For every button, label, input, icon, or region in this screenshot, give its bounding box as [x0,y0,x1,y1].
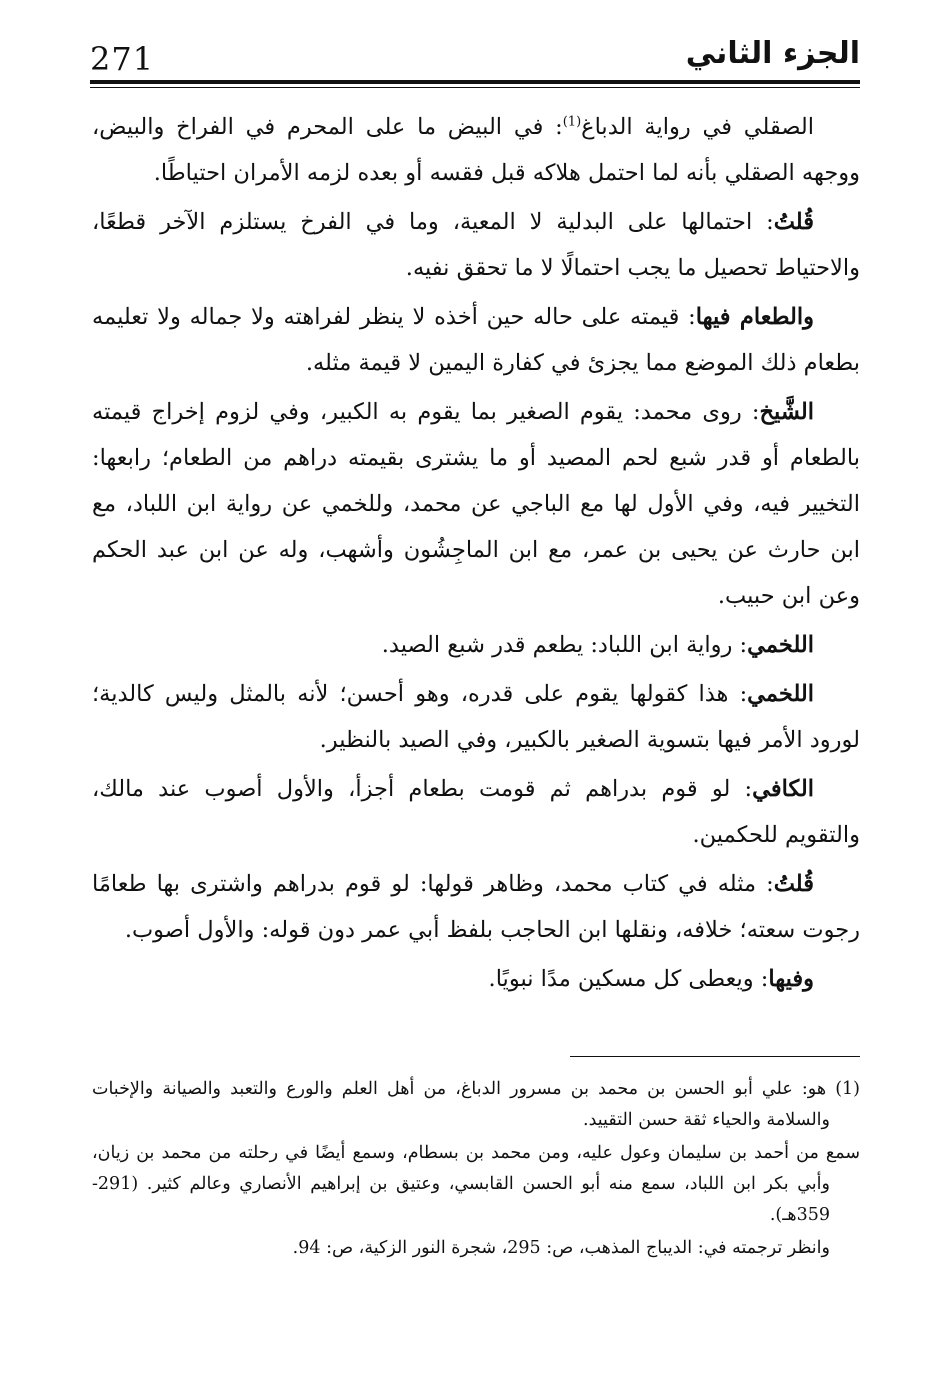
footnote-ref-1: (1) [562,114,582,130]
paragraph-5-label: اللخمي [747,632,814,658]
paragraph-2 [92,199,860,291]
footnote-separator [570,1056,860,1057]
paragraph-8 [92,861,860,953]
paragraph-2-text: : احتمالها على البدلية لا المعية، وما في الفرخ يستلزم الآخر قطعًا، والاحتياط تحصيل ما يجب احتمالًا لا ما تحقق نفيه. [92,209,860,281]
paragraph-7-label: الكافي [752,776,814,802]
running-title: الجزء الثاني [685,36,860,71]
header-rule-thin [90,87,860,88]
footnote-1-continued [92,1138,860,1231]
paragraph-9-label: وفيها [768,966,814,992]
paragraph-4 [92,389,860,619]
paragraph-4-text: : روى محمد: يقوم الصغير بما يقوم به الكبير، وفي لزوم إخراج قيمته بالطعام أو قدر شبع لحم المصيد أو ما يشترى بقيمته دراهم من الطعام؛ رابعها: التخيير فيه، وفي الأول لها مع الباجي عن محمد، وللخمي عن رواية ابن اللباد، مع ابن حارث عن يحيى بن عمر، مع ابن الماجِشُون وأشهب، وله عن ابن عبد الحكم وعن ابن حبيب. [92,399,860,609]
paragraph-6 [92,671,860,763]
page-number: 271 [90,40,155,78]
footnote-1 [92,1074,860,1136]
paragraph-3 [92,294,860,386]
header-rule-thick [90,80,860,84]
paragraph-8-label: قُلتُ [773,871,814,897]
paragraph-5 [92,622,860,668]
paragraph-5-text: : رواية ابن اللباد: يطعم قدر شبع الصيد. [381,632,748,658]
paragraph-1-text-b: : في البيض ما على المحرم في الفراخ والبيض، ووجهه الصقلي بأنه لما احتمل هلاكه قبل فقسه أو بعده لزمه الأمران احتياطًا. [92,114,860,186]
paragraph-9 [92,956,860,1002]
paragraph-2-label: قُلتُ [773,209,814,235]
paragraph-6-label: اللخمي [747,681,814,707]
paragraph-7-text: : لو قوم بدراهم ثم قومت بطعام أجزأ، والأول أصوب عند مالك، والتقويم للحكمين. [92,776,860,848]
footnote-1-marker: (1) [835,1079,860,1099]
footnote-1-text-3: وانظر ترجمته في: الديباج المذهب، ص: 295، شجرة النور الزكية، ص: 94. [292,1238,830,1258]
paragraph-6-text: : هذا كقولها يقوم على قدره، وهو أحسن؛ لأنه بالمثل وليس كالدية؛ لورود الأمر فيها بتسوية الصغير بالكبير، وفي الصيد بالنظير. [92,681,860,753]
footnote-1-text-2: سمع من أحمد بن سليمان وعول عليه، ومن محمد بن بسطام، وسمع أيضًا في رحلته من محمد بن زيان، وأبي بكر ابن اللباد، سمع منه أبو الحسن القابسي، وعتيق بن إبراهيم الأنصاري وعالم كثير. (291-359هـ). [92,1143,860,1225]
paragraph-7 [92,766,860,858]
paragraph-1 [92,104,860,196]
main-text [92,104,860,1005]
paragraph-3-text: : قيمته على حاله حين أخذه لا ينظر لفراهته ولا جماله ولا تعليمه بطعام ذلك الموضع مما يجزئ في كفارة اليمين لا قيمة مثله. [92,304,860,376]
paragraph-1-text-a: الصقلي في رواية الدباغ [581,114,814,140]
footnote-1-text: هو: علي أبو الحسن بن محمد بن مسرور الدباغ، من أهل العلم والورع والتعبد والصيانة والإخبات والسلامة والحياء ثقة حسن التقييد. [92,1079,830,1130]
paragraph-3-label: والطعام فيها [695,304,814,330]
paragraph-9-text: : ويعطى كل مسكين مدًا نبويًا. [488,966,769,992]
footnotes [92,1074,860,1266]
footnote-1-sources [92,1233,860,1264]
paragraph-8-text: : مثله في كتاب محمد، وظاهر قولها: لو قوم بدراهم واشترى بها طعامًا رجوت سعته؛ خلافه، ونقلها ابن الحاجب بلفظ أبي عمر دون قوله: والأول أصوب. [92,871,860,943]
paragraph-4-label: الشَّيخ [759,399,814,425]
